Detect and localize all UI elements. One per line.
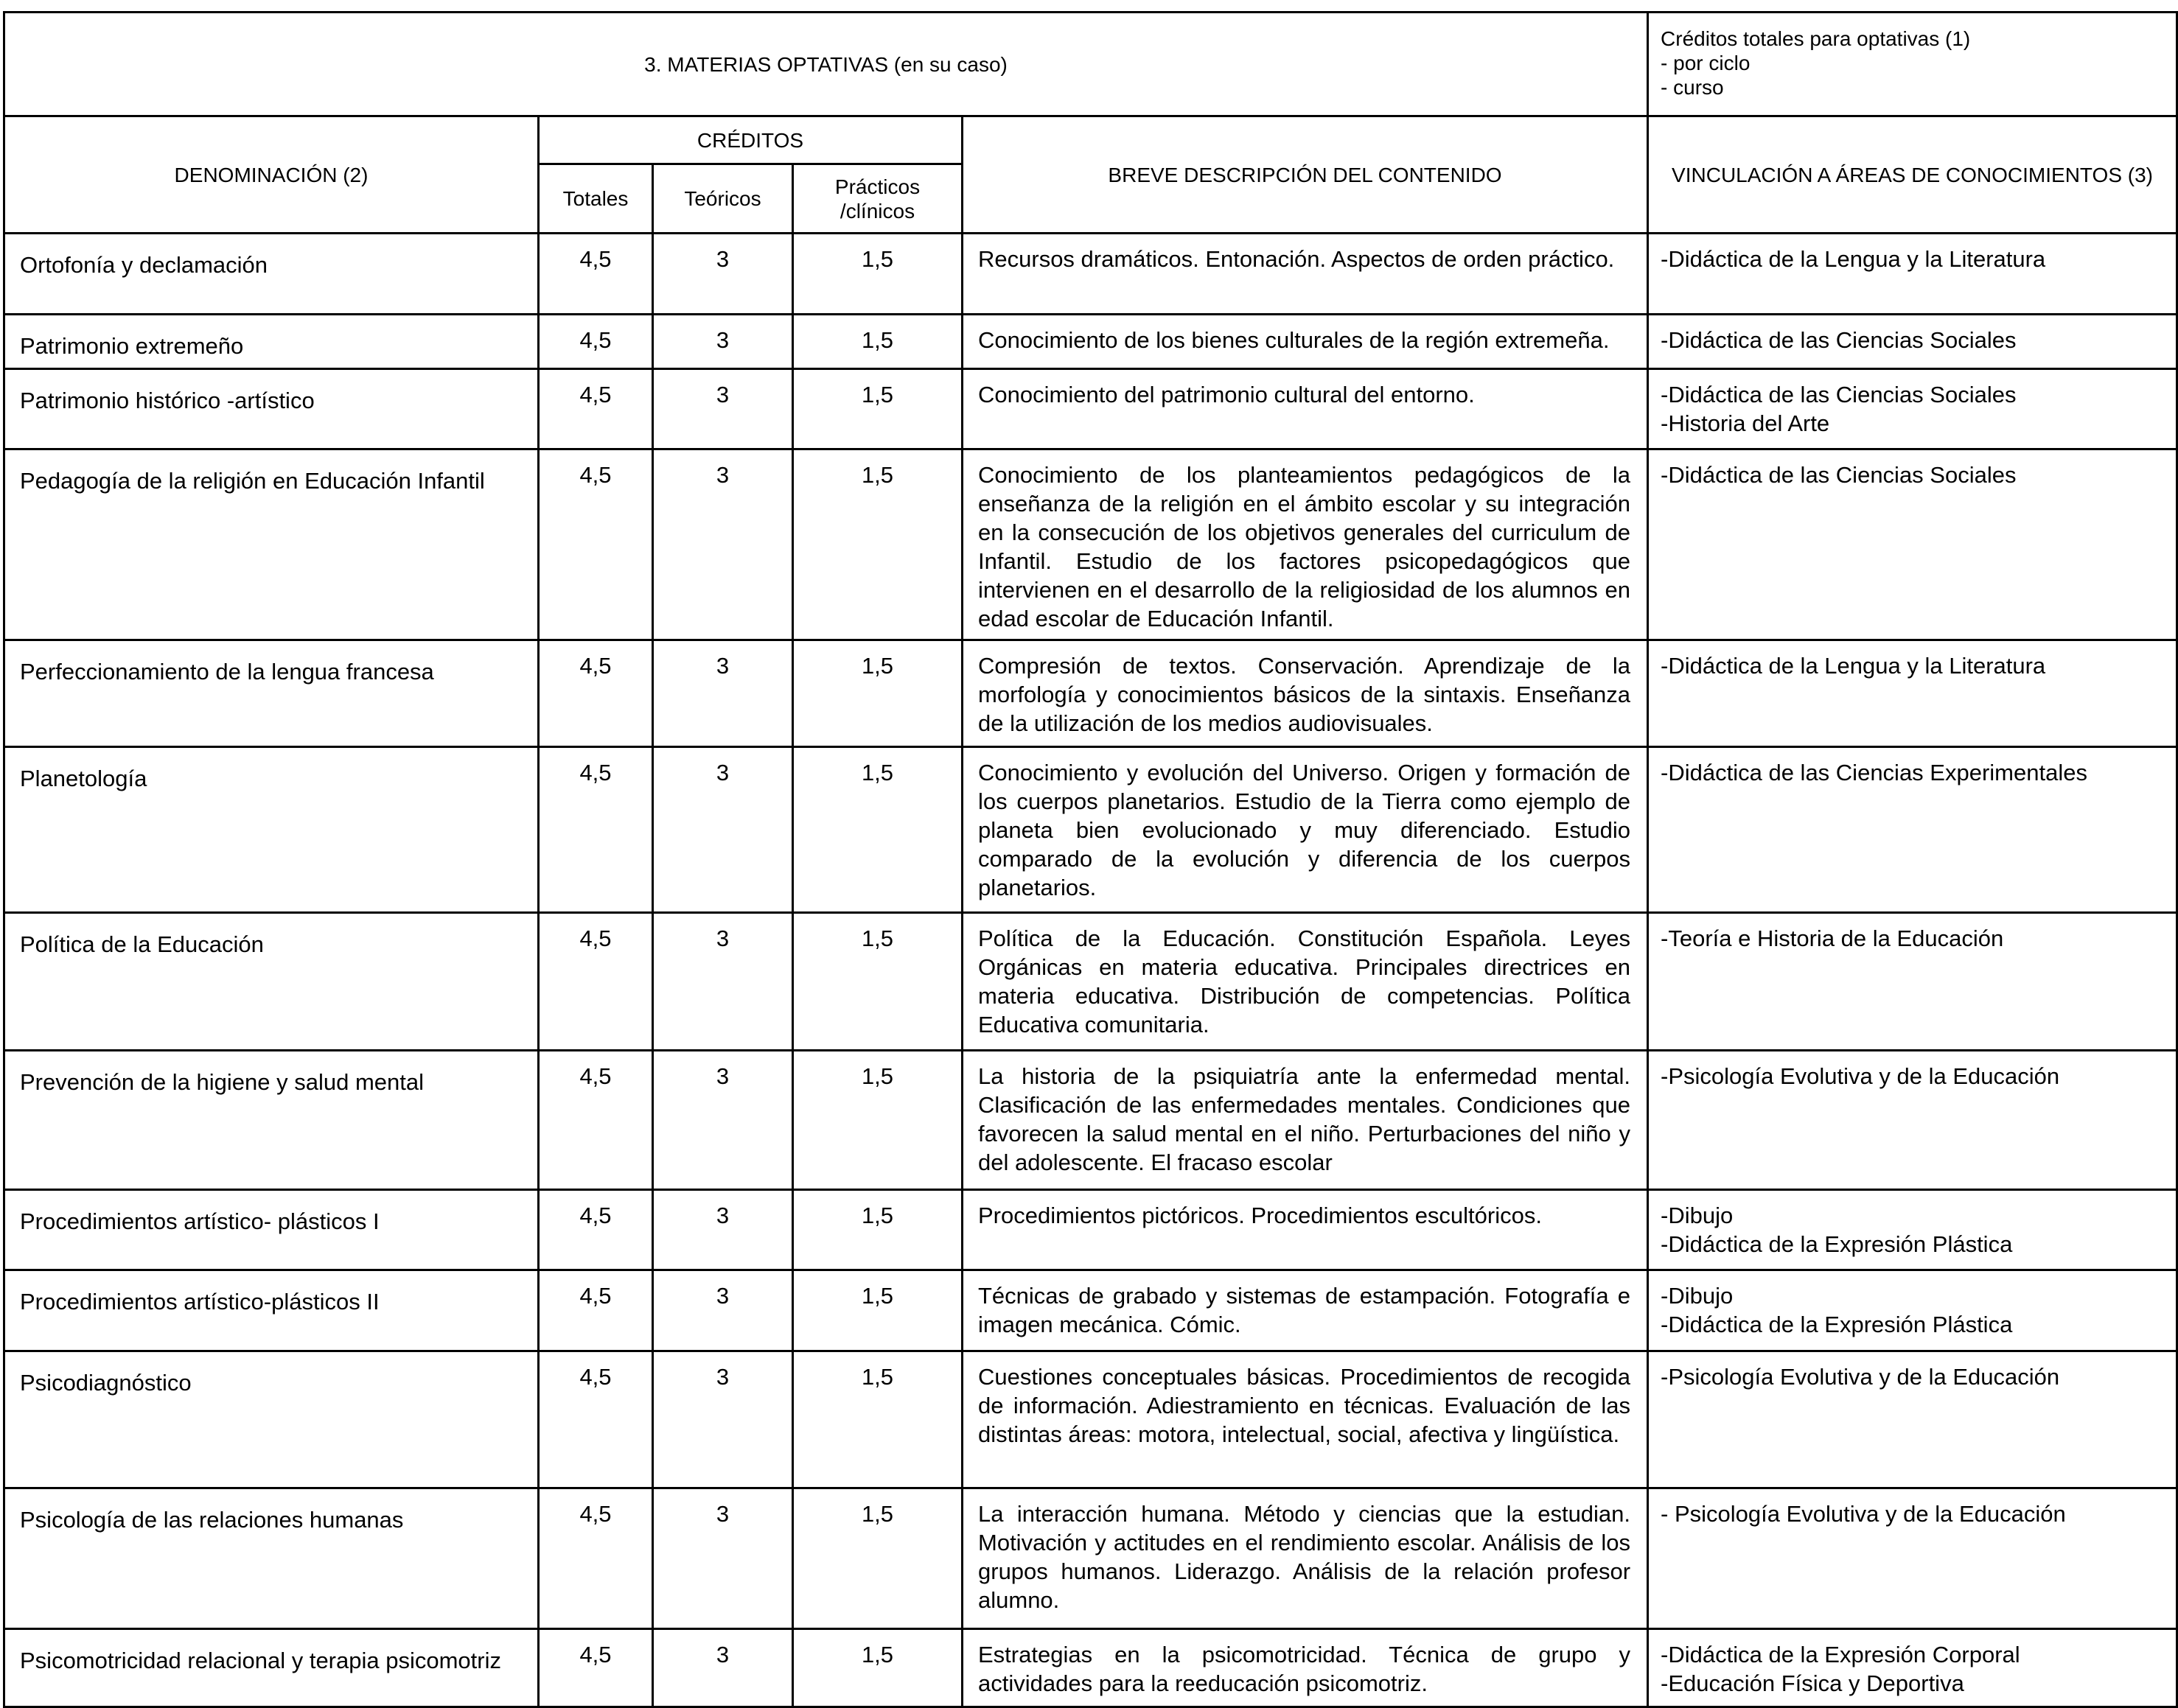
content-description: Procedimientos pictóricos. Procedimientos escultóricos. (963, 1190, 1648, 1270)
knowledge-area-item: -Teoría e Historia de la Educación (1661, 925, 2004, 951)
credits-practicos: 1,5 (793, 1351, 963, 1488)
knowledge-areas (1648, 1488, 2177, 1629)
credits-practicos: 1,5 (793, 1190, 963, 1270)
credits-teoricos: 3 (653, 1351, 793, 1488)
credits-totales: 4,5 (539, 1051, 653, 1190)
knowledge-areas (1648, 1051, 2177, 1190)
col-header-practicos (793, 164, 963, 234)
credits-teoricos: 3 (653, 315, 793, 369)
table-row (4, 234, 2177, 315)
credits-totales: 4,5 (539, 747, 653, 913)
credits-practicos: 1,5 (793, 449, 963, 640)
credits-totales: 4,5 (539, 369, 653, 449)
content-description: Conocimiento de los bienes culturales de la región extremeña. (963, 315, 1648, 369)
credits-teoricos: 3 (653, 234, 793, 315)
subject-name: Patrimonio histórico -artístico (4, 369, 539, 449)
table-row (4, 315, 2177, 369)
credits-practicos: 1,5 (793, 1629, 963, 1707)
knowledge-areas (1648, 449, 2177, 640)
subject-name: Política de la Educación (4, 913, 539, 1051)
knowledge-areas (1648, 1351, 2177, 1488)
knowledge-area-item: -Psicología Evolutiva y de la Educación (1661, 1063, 2060, 1089)
col-header-creditos: CRÉDITOS (539, 116, 963, 164)
subject-name: Perfeccionamiento de la lengua francesa (4, 640, 539, 747)
credits-totales: 4,5 (539, 1190, 653, 1270)
credits-practicos: 1,5 (793, 369, 963, 449)
credits-teoricos: 3 (653, 449, 793, 640)
col-header-teoricos: Teóricos (653, 164, 793, 234)
knowledge-area-item: -Didáctica de la Expresión Plástica (1661, 1312, 2013, 1337)
knowledge-areas (1648, 315, 2177, 369)
content-description: Estrategias en la psicomotricidad. Técnica de grupo y actividades para la reeducación psicomotriz. (963, 1629, 1648, 1707)
content-description: Técnicas de grabado y sistemas de estampación. Fotografía e imagen mecánica. Cómic. (963, 1270, 1648, 1351)
knowledge-area-item: -Didáctica de las Ciencias Experimentales (1661, 760, 2087, 785)
knowledge-area-item: -Historia del Arte (1661, 410, 1830, 436)
knowledge-areas (1648, 369, 2177, 449)
knowledge-area-item: -Dibujo (1661, 1283, 1734, 1309)
credits-teoricos: 3 (653, 640, 793, 747)
subject-name: Psicodiagnóstico (4, 1351, 539, 1488)
subject-name: Psicomotricidad relacional y terapia psicomotriz (4, 1629, 539, 1707)
knowledge-area-item: -Psicología Evolutiva y de la Educación (1661, 1364, 2060, 1390)
header-row (4, 13, 2177, 116)
credits-box (1648, 13, 2177, 116)
credits-teoricos: 3 (653, 369, 793, 449)
credits-teoricos: 3 (653, 913, 793, 1051)
table-row (4, 449, 2177, 640)
credits-box-line: Créditos totales para optativas (1) (1661, 27, 1971, 50)
table-row (4, 913, 2177, 1051)
content-description: Política de la Educación. Constitución Española. Leyes Orgánicas en materia educativa. Principales directrices en materia educativa. Distribución de competencias. Política Educativa comunitaria. (963, 913, 1648, 1051)
content-description: Conocimiento y evolución del Universo. Origen y formación de los cuerpos planetarios. Estudio de la Tierra como ejemplo de planeta bien evolucionado y muy diferenciado. Estudio comparado de la evolución y diferencia de los cuerpos planetarios. (963, 747, 1648, 913)
credits-totales: 4,5 (539, 315, 653, 369)
col-header-practicos-line: /clínicos (840, 199, 915, 223)
knowledge-area-item: -Dibujo (1661, 1203, 1734, 1228)
credits-totales: 4,5 (539, 234, 653, 315)
knowledge-area-item: -Didáctica de las Ciencias Sociales (1661, 462, 2017, 488)
table-row (4, 1351, 2177, 1488)
subject-name: Pedagogía de la religión en Educación Infantil (4, 449, 539, 640)
credits-totales: 4,5 (539, 1629, 653, 1707)
credits-box-line: - por ciclo (1661, 52, 1751, 74)
credits-teoricos: 3 (653, 1270, 793, 1351)
credits-totales: 4,5 (539, 913, 653, 1051)
section-title: 3. MATERIAS OPTATIVAS (en su caso) (4, 13, 1648, 116)
knowledge-areas (1648, 640, 2177, 747)
knowledge-area-item: -Didáctica de la Lengua y la Literatura (1661, 653, 2046, 679)
content-description: Compresión de textos. Conservación. Aprendizaje de la morfología y conocimientos básicos de la sintaxis. Enseñanza de la utilización de los medios audiovisuales. (963, 640, 1648, 747)
credits-teoricos: 3 (653, 1629, 793, 1707)
credits-totales: 4,5 (539, 449, 653, 640)
col-header-totales: Totales (539, 164, 653, 234)
credits-teoricos: 3 (653, 1488, 793, 1629)
subject-name: Patrimonio extremeño (4, 315, 539, 369)
content-description: La interacción humana. Método y ciencias que la estudian. Motivación y actitudes en el rendimiento escolar. Análisis de los grupos humanos. Liderazgo. Análisis de la relación profesor alumno. (963, 1488, 1648, 1629)
credits-teoricos: 3 (653, 1190, 793, 1270)
knowledge-areas (1648, 1190, 2177, 1270)
knowledge-area-item: -Didáctica de la Lengua y la Literatura (1661, 246, 2046, 272)
table-row (4, 369, 2177, 449)
credits-teoricos: 3 (653, 747, 793, 913)
content-description: Conocimiento de los planteamientos pedagógicos de la enseñanza de la religión en el ámbito escolar y su integración en la consecución de los objetivos generales del curriculum de Infantil. Estudio de los factores psicopedagógicos que intervienen en el desarrollo de la religiosidad de los alumnos en edad escolar de Educación Infantil. (963, 449, 1648, 640)
subject-name: Planetología (4, 747, 539, 913)
content-description: Conocimiento del patrimonio cultural del entorno. (963, 369, 1648, 449)
table-row (4, 747, 2177, 913)
subject-name: Prevención de la higiene y salud mental (4, 1051, 539, 1190)
content-description: Cuestiones conceptuales básicas. Procedimientos de recogida de información. Adiestramiento en técnicas. Evaluación de las distintas áreas: motora, intelectual, social, afectiva y lingüística. (963, 1351, 1648, 1488)
knowledge-areas (1648, 747, 2177, 913)
knowledge-areas (1648, 1270, 2177, 1351)
credits-practicos: 1,5 (793, 1270, 963, 1351)
knowledge-areas (1648, 234, 2177, 315)
optativas-table (3, 11, 2178, 1708)
table-row (4, 1190, 2177, 1270)
knowledge-area-item: -Educación Física y Deportiva (1661, 1670, 1964, 1696)
knowledge-areas (1648, 1629, 2177, 1707)
credits-practicos: 1,5 (793, 234, 963, 315)
table-row (4, 1270, 2177, 1351)
table-row (4, 1488, 2177, 1629)
table-row (4, 1629, 2177, 1707)
knowledge-area-item: -Didáctica de la Expresión Plástica (1661, 1231, 2013, 1257)
subject-name: Procedimientos artístico- plásticos I (4, 1190, 539, 1270)
knowledge-areas (1648, 913, 2177, 1051)
credits-totales: 4,5 (539, 1270, 653, 1351)
credits-practicos: 1,5 (793, 315, 963, 369)
table-row (4, 640, 2177, 747)
credits-totales: 4,5 (539, 1351, 653, 1488)
knowledge-area-item: -Didáctica de la Expresión Corporal (1661, 1642, 2020, 1667)
col-header-denominacion: DENOMINACIÓN (2) (4, 116, 539, 234)
credits-teoricos: 3 (653, 1051, 793, 1190)
knowledge-area-item: -Didáctica de las Ciencias Sociales (1661, 382, 2017, 407)
credits-totales: 4,5 (539, 640, 653, 747)
col-header-practicos-line: Prácticos (834, 175, 921, 198)
subject-name: Psicología de las relaciones humanas (4, 1488, 539, 1629)
table-row (4, 1051, 2177, 1190)
credits-practicos: 1,5 (793, 1488, 963, 1629)
column-header-row (4, 116, 2177, 164)
content-description: La historia de la psiquiatría ante la enfermedad mental. Clasificación de las enfermedades mentales. Condiciones que favorecen la salud mental en el niño. Perturbaciones del niño y del adolescente. El fracaso escolar (963, 1051, 1648, 1190)
knowledge-area-item: -Didáctica de las Ciencias Sociales (1661, 327, 2017, 353)
col-header-vinculacion: VINCULACIÓN A ÁREAS DE CONOCIMIENTOS (3) (1648, 116, 2177, 234)
credits-practicos: 1,5 (793, 747, 963, 913)
credits-practicos: 1,5 (793, 913, 963, 1051)
subject-name: Ortofonía y declamación (4, 234, 539, 315)
col-header-descripcion: BREVE DESCRIPCIÓN DEL CONTENIDO (963, 116, 1648, 234)
credits-box-line: - curso (1661, 76, 1724, 99)
content-description: Recursos dramáticos. Entonación. Aspectos de orden práctico. (963, 234, 1648, 315)
credits-totales: 4,5 (539, 1488, 653, 1629)
credits-practicos: 1,5 (793, 640, 963, 747)
knowledge-area-item: - Psicología Evolutiva y de la Educación (1661, 1501, 2066, 1527)
subject-name: Procedimientos artístico-plásticos II (4, 1270, 539, 1351)
credits-practicos: 1,5 (793, 1051, 963, 1190)
